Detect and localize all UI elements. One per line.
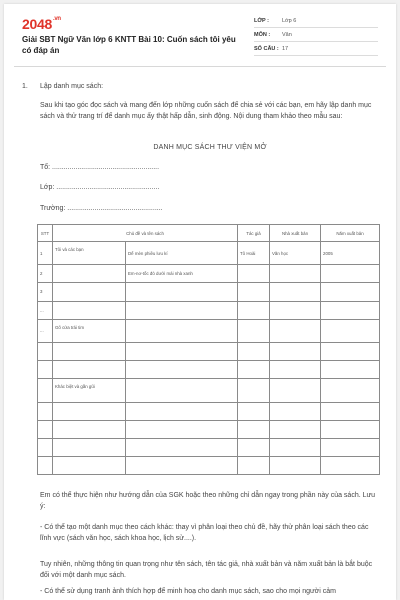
cell-year — [321, 265, 380, 283]
meta-subject-key: MÔN : — [254, 31, 271, 38]
table-body — [38, 242, 380, 475]
cell-stt: ... — [38, 319, 53, 342]
table-row — [38, 342, 380, 360]
cell-title — [126, 319, 238, 342]
meta-count-key: SỐ CÂU : — [254, 45, 279, 52]
cell-author — [238, 420, 270, 438]
table-row — [38, 420, 380, 438]
cell-title — [126, 342, 238, 360]
table-row — [38, 283, 380, 301]
cell-publisher — [270, 301, 321, 319]
header-publisher: Nhà xuất bản — [270, 225, 321, 242]
cell-topic — [53, 301, 126, 319]
cell-topic: Tôi và các bạn — [53, 242, 126, 265]
meta-subject-row — [254, 28, 378, 42]
section-intro: Sau khi tạo góc đọc sách và mang đến lớp những cuốn sách để chia sẻ với các bạn, em hãy lập danh mục sách và thử trang trí để danh mục ấy thật hấp dẫn, sinh động. Nội dung tham khảo theo mẫu sau: — [40, 102, 372, 120]
cell-stt: ... — [38, 301, 53, 319]
book-list-table — [37, 224, 380, 475]
table-row — [38, 361, 380, 379]
cell-title — [126, 301, 238, 319]
cell-stt — [38, 457, 53, 475]
table-row — [38, 379, 380, 402]
paragraph-instructions: Em có thể thực hiện như hướng dẫn của SGK hoặc theo những chỉ dẫn ngay trong phần này của sách. Lưu ý: — [40, 492, 376, 510]
cell-year — [321, 457, 380, 475]
cell-topic — [53, 438, 126, 456]
meta-subject-value: Văn — [282, 31, 292, 38]
cell-year — [321, 283, 380, 301]
cell-title — [126, 402, 238, 420]
section-number: 1. — [22, 83, 28, 90]
site-logo[interactable]: $2048^{.vn}$ — [22, 16, 61, 32]
cell-topic — [53, 457, 126, 475]
cell-topic — [53, 361, 126, 379]
cell-stt: 2 — [38, 265, 53, 283]
cell-stt — [38, 420, 53, 438]
cell-year: 2005 — [321, 242, 380, 265]
table-row — [38, 265, 380, 283]
cell-year — [321, 379, 380, 402]
cell-author — [238, 361, 270, 379]
table-header-row — [38, 225, 380, 242]
meta-count-row — [254, 42, 378, 56]
cell-publisher — [270, 361, 321, 379]
cell-stt — [38, 361, 53, 379]
table-row — [38, 457, 380, 475]
cell-title — [126, 438, 238, 456]
cell-year — [321, 319, 380, 342]
cell-publisher — [270, 420, 321, 438]
cell-author — [238, 438, 270, 456]
cell-author — [238, 265, 270, 283]
cell-stt: 3 — [38, 283, 53, 301]
cell-stt — [38, 402, 53, 420]
cell-publisher — [270, 319, 321, 342]
cell-author — [238, 342, 270, 360]
cell-topic — [53, 265, 126, 283]
table-row — [38, 242, 380, 265]
table-row — [38, 301, 380, 319]
cell-title — [126, 361, 238, 379]
cell-author: Tô Hoài — [238, 242, 270, 265]
cell-title — [126, 283, 238, 301]
meta-class-value: Lớp 6 — [282, 17, 297, 24]
cell-year — [321, 402, 380, 420]
header-year: Năm xuất bản — [321, 225, 380, 242]
cell-title: Dế mèn phiêu lưu kí — [126, 242, 238, 265]
table-row — [38, 402, 380, 420]
cell-topic — [53, 342, 126, 360]
cell-title — [126, 379, 238, 402]
cell-title — [126, 457, 238, 475]
cell-publisher — [270, 457, 321, 475]
cell-year — [321, 361, 380, 379]
cell-stt — [38, 342, 53, 360]
cell-title — [126, 420, 238, 438]
cell-stt — [38, 379, 53, 402]
cell-year — [321, 342, 380, 360]
cell-title: Em-nơ-tốc đỏ dưới mái nhà xanh — [126, 265, 238, 283]
cell-publisher: Văn học — [270, 242, 321, 265]
cell-topic — [53, 402, 126, 420]
meta-class-row — [254, 14, 378, 28]
cell-year — [321, 438, 380, 456]
field-group: Tổ: ....................................................... — [40, 164, 160, 171]
header-topic-title: Chủ đề và tên sách — [53, 225, 238, 242]
cell-topic: Khác biệt và gần gũi — [53, 379, 126, 402]
cell-publisher — [270, 438, 321, 456]
cell-publisher — [270, 342, 321, 360]
cell-publisher — [270, 265, 321, 283]
header-divider — [14, 66, 386, 67]
cell-stt — [38, 438, 53, 456]
field-class: Lớp: ..................................................... — [40, 184, 160, 191]
cell-topic — [53, 283, 126, 301]
field-school: Trường: ................................................. — [40, 205, 163, 212]
paragraph-note-3: - Có thể sử dụng tranh ảnh thích hợp để minh hoạ cho danh mục sách, sao cho mọi người cảm — [40, 588, 336, 595]
paragraph-note-1: - Có thể tạo một danh mục theo cách khác: thay vì phân loại theo chủ đề, hãy thử phân loại sách theo các lĩnh vực (sách văn học, sách khoa học, lịch sử....). — [40, 524, 369, 542]
cell-topic — [53, 420, 126, 438]
cell-author — [238, 301, 270, 319]
paragraph-note-2: Tuy nhiên, những thông tin quan trọng như tên sách, tên tác giả, nhà xuất bản và năm xuất bản là bắt buộc đối với một danh mục sách. — [40, 561, 373, 579]
page-title: Giải SBT Ngữ Văn lớp 6 KNTT Bài 10: Cuốn sách tôi yêu có đáp án — [22, 35, 236, 55]
cell-author — [238, 457, 270, 475]
cell-author — [238, 402, 270, 420]
document-meta — [254, 14, 378, 56]
cell-publisher — [270, 379, 321, 402]
meta-count-value: 17 — [282, 45, 289, 52]
cell-year — [321, 420, 380, 438]
cell-topic: Gõ cửa trái tim — [53, 319, 126, 342]
section-title: Lập danh mục sách: — [40, 83, 104, 90]
cell-author — [238, 379, 270, 402]
cell-year — [321, 301, 380, 319]
header-author: Tác giả — [238, 225, 270, 242]
cell-publisher — [270, 402, 321, 420]
header-stt: STT — [38, 225, 53, 242]
cell-author — [238, 319, 270, 342]
table-row — [38, 319, 380, 342]
table-row — [38, 438, 380, 456]
cell-stt: 1 — [38, 242, 53, 265]
form-title: DANH MỤC SÁCH THƯ VIỆN MỞ — [153, 144, 267, 151]
meta-class-key: LỚP : — [254, 17, 269, 24]
cell-author — [238, 283, 270, 301]
cell-publisher — [270, 283, 321, 301]
